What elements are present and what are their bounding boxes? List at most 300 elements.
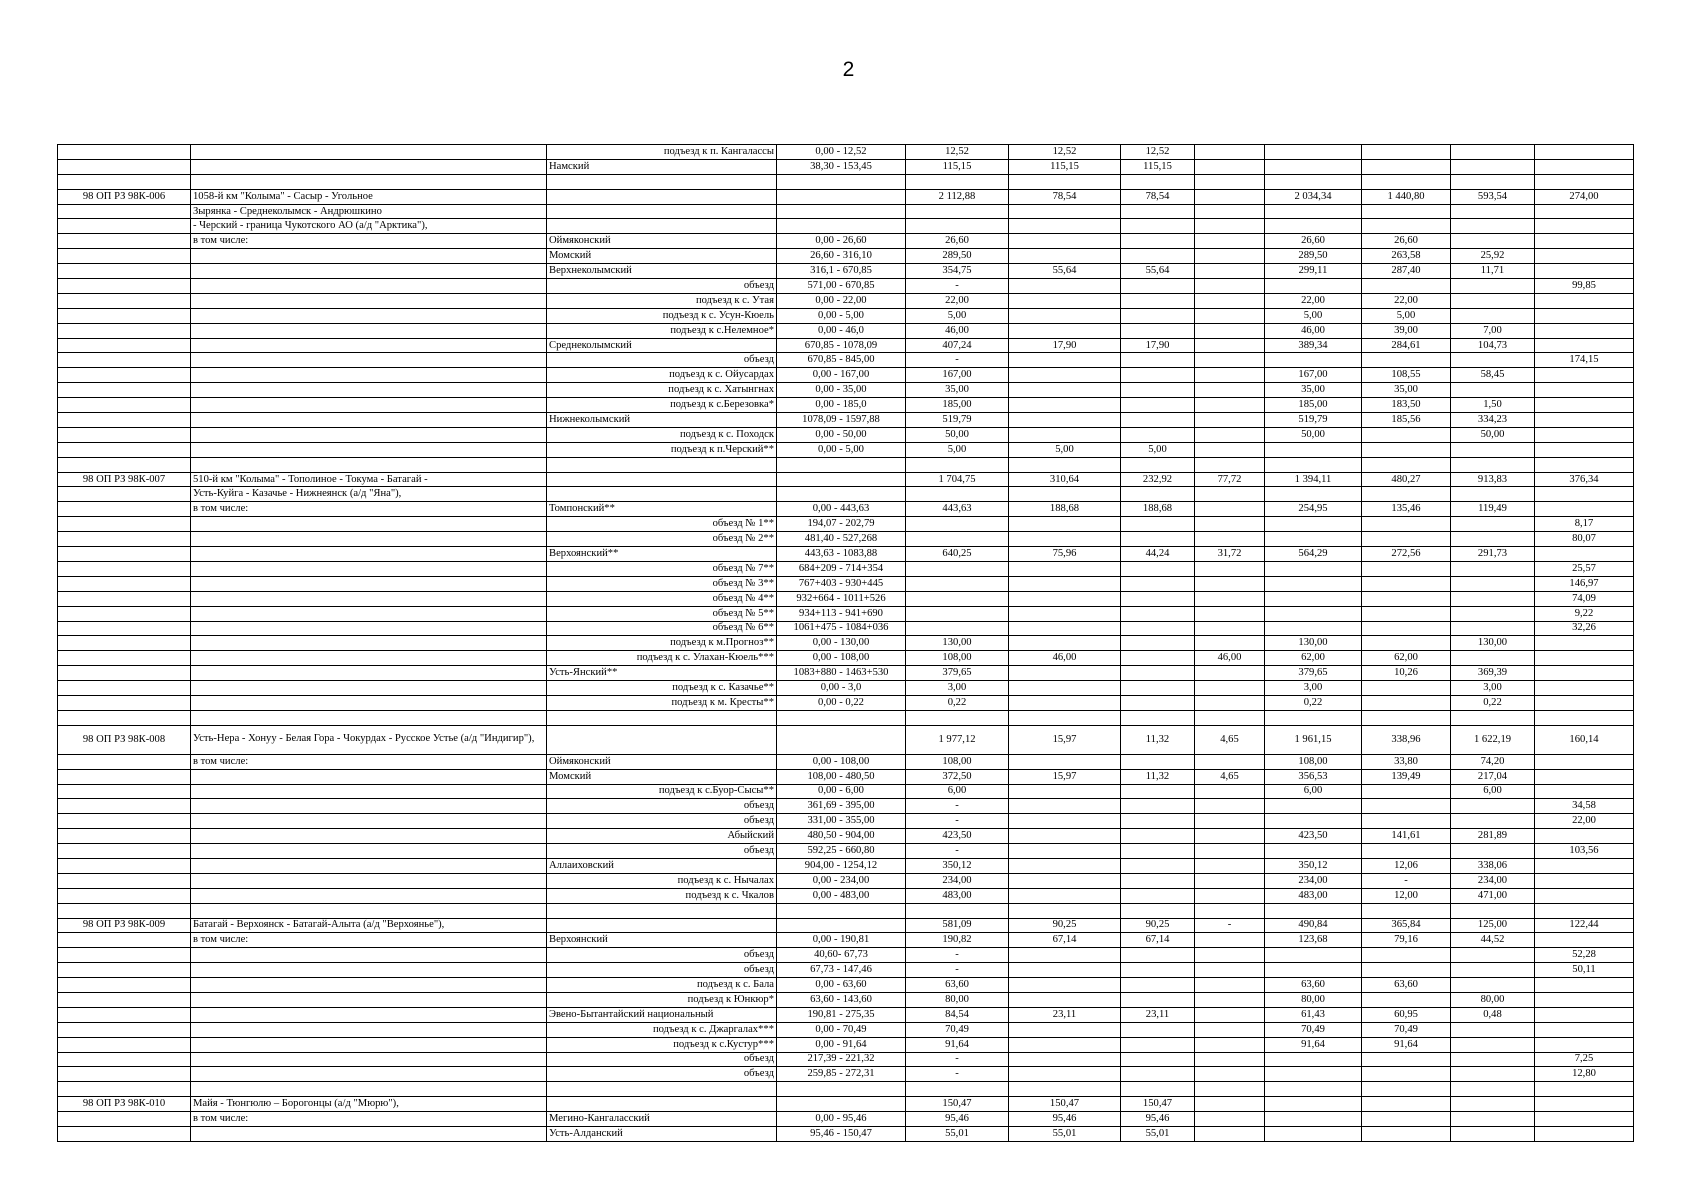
km-range-cell: 217,39 - 221,32 bbox=[777, 1052, 906, 1067]
value-cell: 95,46 bbox=[1121, 1112, 1195, 1127]
road-name-cell bbox=[191, 799, 547, 814]
km-range-cell: 0,00 - 5,00 bbox=[777, 442, 906, 457]
value-cell: 263,58 bbox=[1362, 249, 1451, 264]
road-name-cell: в том числе: bbox=[191, 234, 547, 249]
value-cell bbox=[1535, 1112, 1634, 1127]
table-row bbox=[58, 769, 1634, 784]
value-cell bbox=[1451, 1037, 1535, 1052]
value-cell bbox=[1121, 204, 1195, 219]
value-cell bbox=[1195, 1052, 1265, 1067]
value-cell bbox=[1121, 978, 1195, 993]
value-cell: 44,52 bbox=[1451, 933, 1535, 948]
value-cell: 139,49 bbox=[1362, 769, 1451, 784]
table-row bbox=[58, 1052, 1634, 1067]
road-name-cell bbox=[191, 308, 547, 323]
value-cell bbox=[1451, 576, 1535, 591]
district-cell bbox=[547, 487, 777, 502]
value-cell: 90,25 bbox=[1009, 918, 1121, 933]
value-cell bbox=[1195, 279, 1265, 294]
value-cell bbox=[1009, 888, 1121, 903]
value-cell bbox=[1009, 457, 1121, 472]
km-range-cell bbox=[777, 487, 906, 502]
value-cell bbox=[1009, 992, 1121, 1007]
value-cell bbox=[1195, 784, 1265, 799]
value-cell bbox=[1121, 636, 1195, 651]
value-cell: 217,04 bbox=[1451, 769, 1535, 784]
value-cell bbox=[1451, 799, 1535, 814]
table-row bbox=[58, 547, 1634, 562]
table-row bbox=[58, 681, 1634, 696]
value-cell bbox=[1121, 710, 1195, 725]
district-cell: объезд № 4** bbox=[547, 591, 777, 606]
value-cell bbox=[1362, 695, 1451, 710]
district-cell: Оймяконский bbox=[547, 234, 777, 249]
value-cell bbox=[1009, 323, 1121, 338]
district-cell: объезд bbox=[547, 948, 777, 963]
value-cell: 379,65 bbox=[906, 666, 1009, 681]
value-cell bbox=[1265, 1112, 1362, 1127]
district-cell bbox=[547, 918, 777, 933]
value-cell: 74,09 bbox=[1535, 591, 1634, 606]
value-cell: 6,00 bbox=[1451, 784, 1535, 799]
value-cell bbox=[1451, 279, 1535, 294]
value-cell bbox=[1121, 249, 1195, 264]
value-cell: 6,00 bbox=[1265, 784, 1362, 799]
value-cell: 423,50 bbox=[1265, 829, 1362, 844]
value-cell bbox=[1009, 398, 1121, 413]
district-cell: подъезд к с. Хатынгнах bbox=[547, 383, 777, 398]
value-cell bbox=[1121, 1067, 1195, 1082]
road-name-cell bbox=[191, 398, 547, 413]
value-cell bbox=[1121, 323, 1195, 338]
district-cell bbox=[547, 725, 777, 754]
value-cell bbox=[1535, 293, 1634, 308]
value-cell bbox=[1121, 591, 1195, 606]
district-cell: объезд bbox=[547, 1067, 777, 1082]
value-cell: 70,49 bbox=[906, 1022, 1009, 1037]
table-row bbox=[58, 754, 1634, 769]
value-cell: 99,85 bbox=[1535, 279, 1634, 294]
table-row bbox=[58, 413, 1634, 428]
value-cell: 12,00 bbox=[1362, 888, 1451, 903]
value-cell bbox=[1009, 576, 1121, 591]
value-cell: 287,40 bbox=[1362, 264, 1451, 279]
value-cell: 289,50 bbox=[1265, 249, 1362, 264]
value-cell bbox=[1195, 799, 1265, 814]
value-cell bbox=[1362, 561, 1451, 576]
road-name-cell bbox=[191, 517, 547, 532]
value-cell: 130,00 bbox=[1451, 636, 1535, 651]
table-row bbox=[58, 858, 1634, 873]
value-cell: 70,49 bbox=[1265, 1022, 1362, 1037]
value-cell: 3,00 bbox=[1451, 681, 1535, 696]
value-cell bbox=[1451, 606, 1535, 621]
km-range-cell: 190,81 - 275,35 bbox=[777, 1007, 906, 1022]
value-cell bbox=[1009, 427, 1121, 442]
road-code-cell bbox=[58, 547, 191, 562]
value-cell bbox=[1535, 338, 1634, 353]
road-code-cell: 98 ОП РЗ 98К-010 bbox=[58, 1097, 191, 1112]
value-cell bbox=[1195, 681, 1265, 696]
road-code-cell bbox=[58, 888, 191, 903]
km-range-cell: 767+403 - 930+445 bbox=[777, 576, 906, 591]
value-cell: 55,64 bbox=[1121, 264, 1195, 279]
value-cell bbox=[1362, 606, 1451, 621]
value-cell bbox=[1535, 427, 1634, 442]
road-name-cell: в том числе: bbox=[191, 933, 547, 948]
road-name-cell bbox=[191, 576, 547, 591]
value-cell: 22,00 bbox=[1535, 814, 1634, 829]
road-name-cell bbox=[191, 249, 547, 264]
value-cell bbox=[1451, 442, 1535, 457]
value-cell bbox=[1009, 234, 1121, 249]
district-cell: Абыйский bbox=[547, 829, 777, 844]
road-name-cell bbox=[191, 323, 547, 338]
value-cell: 254,95 bbox=[1265, 502, 1362, 517]
road-name-cell: Зырянка - Среднеколымск - Андрюшкино bbox=[191, 204, 547, 219]
value-cell: 4,65 bbox=[1195, 725, 1265, 754]
value-cell: 350,12 bbox=[1265, 858, 1362, 873]
value-cell: 234,00 bbox=[906, 873, 1009, 888]
table-row bbox=[58, 159, 1634, 174]
table-row bbox=[58, 1112, 1634, 1127]
table-row bbox=[58, 948, 1634, 963]
km-range-cell: 0,00 - 108,00 bbox=[777, 651, 906, 666]
value-cell: 79,16 bbox=[1362, 933, 1451, 948]
district-cell: объезд bbox=[547, 963, 777, 978]
value-cell bbox=[1121, 561, 1195, 576]
value-cell: 52,28 bbox=[1535, 948, 1634, 963]
table-row bbox=[58, 532, 1634, 547]
value-cell bbox=[1121, 1022, 1195, 1037]
district-cell: подъезд к с.Кустур*** bbox=[547, 1037, 777, 1052]
value-cell bbox=[1362, 457, 1451, 472]
value-cell: 183,50 bbox=[1362, 398, 1451, 413]
value-cell: 150,47 bbox=[1121, 1097, 1195, 1112]
table-row bbox=[58, 145, 1634, 160]
value-cell: 2 034,34 bbox=[1265, 189, 1362, 204]
value-cell bbox=[1451, 1097, 1535, 1112]
value-cell bbox=[1195, 591, 1265, 606]
value-cell: 289,50 bbox=[906, 249, 1009, 264]
table-row bbox=[58, 1037, 1634, 1052]
value-cell: 44,24 bbox=[1121, 547, 1195, 562]
value-cell bbox=[1009, 293, 1121, 308]
road-code-cell bbox=[58, 1082, 191, 1097]
value-cell bbox=[1195, 293, 1265, 308]
road-code-cell bbox=[58, 1052, 191, 1067]
road-name-cell bbox=[191, 681, 547, 696]
value-cell: 12,52 bbox=[906, 145, 1009, 160]
table-row bbox=[58, 427, 1634, 442]
value-cell: 5,00 bbox=[1362, 308, 1451, 323]
road-name-cell bbox=[191, 651, 547, 666]
table-row bbox=[58, 353, 1634, 368]
district-cell: подъезд к с. Усун-Кюель bbox=[547, 308, 777, 323]
value-cell: 123,68 bbox=[1265, 933, 1362, 948]
value-cell bbox=[1265, 621, 1362, 636]
table-row bbox=[58, 621, 1634, 636]
value-cell: 3,00 bbox=[906, 681, 1009, 696]
value-cell bbox=[1009, 978, 1121, 993]
value-cell bbox=[1451, 1067, 1535, 1082]
value-cell bbox=[1265, 576, 1362, 591]
district-cell: подъезд к с. Чкалов bbox=[547, 888, 777, 903]
road-code-cell bbox=[58, 264, 191, 279]
value-cell: 310,64 bbox=[1009, 472, 1121, 487]
value-cell bbox=[906, 487, 1009, 502]
value-cell bbox=[1535, 383, 1634, 398]
road-code-cell bbox=[58, 427, 191, 442]
road-name-cell: Батагай - Верхоянск - Батагай-Алыта (а/д "Верхоянье"), bbox=[191, 918, 547, 933]
value-cell: 593,54 bbox=[1451, 189, 1535, 204]
table-row bbox=[58, 873, 1634, 888]
value-cell bbox=[1009, 383, 1121, 398]
table-row bbox=[58, 219, 1634, 234]
value-cell: 299,11 bbox=[1265, 264, 1362, 279]
road-code-cell bbox=[58, 487, 191, 502]
value-cell: 146,97 bbox=[1535, 576, 1634, 591]
value-cell bbox=[1009, 174, 1121, 189]
value-cell bbox=[1195, 517, 1265, 532]
value-cell: 483,00 bbox=[906, 888, 1009, 903]
value-cell: 9,22 bbox=[1535, 606, 1634, 621]
value-cell: 1 704,75 bbox=[906, 472, 1009, 487]
road-name-cell bbox=[191, 888, 547, 903]
value-cell bbox=[1121, 903, 1195, 918]
value-cell: 15,97 bbox=[1009, 769, 1121, 784]
value-cell: 10,26 bbox=[1362, 666, 1451, 681]
value-cell bbox=[1195, 368, 1265, 383]
road-code-cell bbox=[58, 844, 191, 859]
value-cell: 1 622,19 bbox=[1451, 725, 1535, 754]
value-cell: 7,00 bbox=[1451, 323, 1535, 338]
km-range-cell: 26,60 - 316,10 bbox=[777, 249, 906, 264]
value-cell: 119,49 bbox=[1451, 502, 1535, 517]
value-cell bbox=[1265, 844, 1362, 859]
value-cell bbox=[1265, 159, 1362, 174]
district-cell: объезд bbox=[547, 799, 777, 814]
value-cell: 12,52 bbox=[1121, 145, 1195, 160]
district-cell: подъезд к с. Походск bbox=[547, 427, 777, 442]
km-range-cell: 0,00 - 167,00 bbox=[777, 368, 906, 383]
value-cell bbox=[1362, 1127, 1451, 1142]
value-cell bbox=[1195, 1022, 1265, 1037]
road-code-cell bbox=[58, 174, 191, 189]
km-range-cell: 443,63 - 1083,88 bbox=[777, 547, 906, 562]
value-cell: 379,65 bbox=[1265, 666, 1362, 681]
road-name-cell bbox=[191, 873, 547, 888]
km-range-cell: 0,00 - 46,0 bbox=[777, 323, 906, 338]
road-code-cell bbox=[58, 992, 191, 1007]
value-cell: - bbox=[906, 279, 1009, 294]
road-name-cell bbox=[191, 784, 547, 799]
value-cell bbox=[1195, 829, 1265, 844]
value-cell bbox=[1451, 1052, 1535, 1067]
road-code-cell: 98 ОП РЗ 98К-009 bbox=[58, 918, 191, 933]
table-row bbox=[58, 992, 1634, 1007]
value-cell bbox=[1195, 636, 1265, 651]
value-cell bbox=[1362, 903, 1451, 918]
value-cell bbox=[1535, 442, 1634, 457]
value-cell bbox=[1535, 547, 1634, 562]
district-cell bbox=[547, 710, 777, 725]
value-cell: 108,00 bbox=[906, 651, 1009, 666]
road-code-cell bbox=[58, 799, 191, 814]
value-cell: 55,64 bbox=[1009, 264, 1121, 279]
road-name-cell bbox=[191, 710, 547, 725]
value-cell bbox=[1195, 1037, 1265, 1052]
value-cell: 90,25 bbox=[1121, 918, 1195, 933]
road-code-cell bbox=[58, 710, 191, 725]
value-cell bbox=[1265, 174, 1362, 189]
value-cell bbox=[1009, 532, 1121, 547]
km-range-cell bbox=[777, 1082, 906, 1097]
km-range-cell: 38,30 - 153,45 bbox=[777, 159, 906, 174]
district-cell: подъезд к п.Черский** bbox=[547, 442, 777, 457]
district-cell: подъезд к с. Бала bbox=[547, 978, 777, 993]
value-cell: - bbox=[906, 1052, 1009, 1067]
km-range-cell: 108,00 - 480,50 bbox=[777, 769, 906, 784]
value-cell bbox=[1009, 413, 1121, 428]
value-cell bbox=[906, 606, 1009, 621]
road-code-cell bbox=[58, 754, 191, 769]
road-name-cell bbox=[191, 442, 547, 457]
road-name-cell bbox=[191, 547, 547, 562]
value-cell: 84,54 bbox=[906, 1007, 1009, 1022]
value-cell bbox=[1009, 219, 1121, 234]
table-row bbox=[58, 323, 1634, 338]
value-cell: 95,46 bbox=[1009, 1112, 1121, 1127]
value-cell: 350,12 bbox=[906, 858, 1009, 873]
table-row bbox=[58, 666, 1634, 681]
value-cell bbox=[1009, 814, 1121, 829]
value-cell: 234,00 bbox=[1265, 873, 1362, 888]
road-code-cell bbox=[58, 1112, 191, 1127]
table-row bbox=[58, 1097, 1634, 1112]
value-cell bbox=[1195, 338, 1265, 353]
value-cell: 0,22 bbox=[906, 695, 1009, 710]
value-cell: 50,00 bbox=[1451, 427, 1535, 442]
km-range-cell: 1061+475 - 1084+036 bbox=[777, 621, 906, 636]
value-cell: 74,20 bbox=[1451, 754, 1535, 769]
km-range-cell: 259,85 - 272,31 bbox=[777, 1067, 906, 1082]
value-cell bbox=[1451, 1112, 1535, 1127]
value-cell bbox=[1265, 1097, 1362, 1112]
district-cell: объезд № 2** bbox=[547, 532, 777, 547]
table-row bbox=[58, 174, 1634, 189]
district-cell: Верхнеколымский bbox=[547, 264, 777, 279]
value-cell: 46,00 bbox=[1009, 651, 1121, 666]
road-name-cell-text: Усть-Нера - Хонуу - Белая Гора - Чокурдах - Русское Устье (а/д "Индигир"), bbox=[193, 733, 535, 745]
value-cell: 67,14 bbox=[1121, 933, 1195, 948]
value-cell bbox=[1195, 888, 1265, 903]
district-cell: подъезд к с. Утая bbox=[547, 293, 777, 308]
value-cell: 62,00 bbox=[1362, 651, 1451, 666]
value-cell: 75,96 bbox=[1009, 547, 1121, 562]
km-range-cell: 0,00 - 35,00 bbox=[777, 383, 906, 398]
value-cell: 0,48 bbox=[1451, 1007, 1535, 1022]
value-cell: 564,29 bbox=[1265, 547, 1362, 562]
value-cell bbox=[1121, 219, 1195, 234]
value-cell bbox=[906, 532, 1009, 547]
value-cell bbox=[1265, 903, 1362, 918]
km-range-cell: 40,60- 67,73 bbox=[777, 948, 906, 963]
value-cell: 4,65 bbox=[1195, 769, 1265, 784]
value-cell: 338,96 bbox=[1362, 725, 1451, 754]
value-cell bbox=[1009, 681, 1121, 696]
value-cell bbox=[1535, 159, 1634, 174]
value-cell bbox=[1195, 323, 1265, 338]
value-cell bbox=[1121, 308, 1195, 323]
value-cell bbox=[1535, 368, 1634, 383]
value-cell bbox=[1265, 353, 1362, 368]
value-cell: 5,00 bbox=[1265, 308, 1362, 323]
value-cell bbox=[1121, 666, 1195, 681]
value-cell: 8,17 bbox=[1535, 517, 1634, 532]
value-cell bbox=[1009, 204, 1121, 219]
value-cell bbox=[1265, 606, 1362, 621]
table-row bbox=[58, 710, 1634, 725]
value-cell: 369,39 bbox=[1451, 666, 1535, 681]
value-cell bbox=[1195, 606, 1265, 621]
value-cell bbox=[1535, 888, 1634, 903]
table-row bbox=[58, 561, 1634, 576]
table-row bbox=[58, 338, 1634, 353]
road-code-cell bbox=[58, 651, 191, 666]
value-cell bbox=[1265, 591, 1362, 606]
road-code-cell bbox=[58, 159, 191, 174]
value-cell: 1 977,12 bbox=[906, 725, 1009, 754]
road-code-cell bbox=[58, 858, 191, 873]
district-cell: Аллаиховский bbox=[547, 858, 777, 873]
value-cell bbox=[1121, 234, 1195, 249]
value-cell: 67,14 bbox=[1009, 933, 1121, 948]
value-cell: 17,90 bbox=[1009, 338, 1121, 353]
value-cell: 78,54 bbox=[1121, 189, 1195, 204]
value-cell bbox=[1265, 204, 1362, 219]
table-row bbox=[58, 502, 1634, 517]
road-name-cell bbox=[191, 264, 547, 279]
district-cell: подъезд к п. Кангалассы bbox=[547, 145, 777, 160]
value-cell bbox=[1009, 368, 1121, 383]
road-code-cell bbox=[58, 353, 191, 368]
table-row bbox=[58, 799, 1634, 814]
value-cell bbox=[1121, 383, 1195, 398]
km-range-cell: 0,00 - 190,81 bbox=[777, 933, 906, 948]
km-range-cell: 316,1 - 670,85 bbox=[777, 264, 906, 279]
table-row bbox=[58, 978, 1634, 993]
value-cell bbox=[1535, 873, 1634, 888]
km-range-cell: 0,00 - 5,00 bbox=[777, 308, 906, 323]
value-cell bbox=[1121, 963, 1195, 978]
road-name-cell: в том числе: bbox=[191, 1112, 547, 1127]
value-cell bbox=[1451, 517, 1535, 532]
value-cell bbox=[1121, 844, 1195, 859]
value-cell: 913,83 bbox=[1451, 472, 1535, 487]
value-cell bbox=[1009, 873, 1121, 888]
value-cell: 39,00 bbox=[1362, 323, 1451, 338]
km-range-cell: 0,00 - 91,64 bbox=[777, 1037, 906, 1052]
value-cell bbox=[1195, 413, 1265, 428]
table-row bbox=[58, 189, 1634, 204]
table-row bbox=[58, 814, 1634, 829]
value-cell bbox=[1265, 948, 1362, 963]
value-cell bbox=[1362, 710, 1451, 725]
value-cell bbox=[1121, 858, 1195, 873]
km-range-cell: 481,40 - 527,268 bbox=[777, 532, 906, 547]
value-cell bbox=[1195, 502, 1265, 517]
